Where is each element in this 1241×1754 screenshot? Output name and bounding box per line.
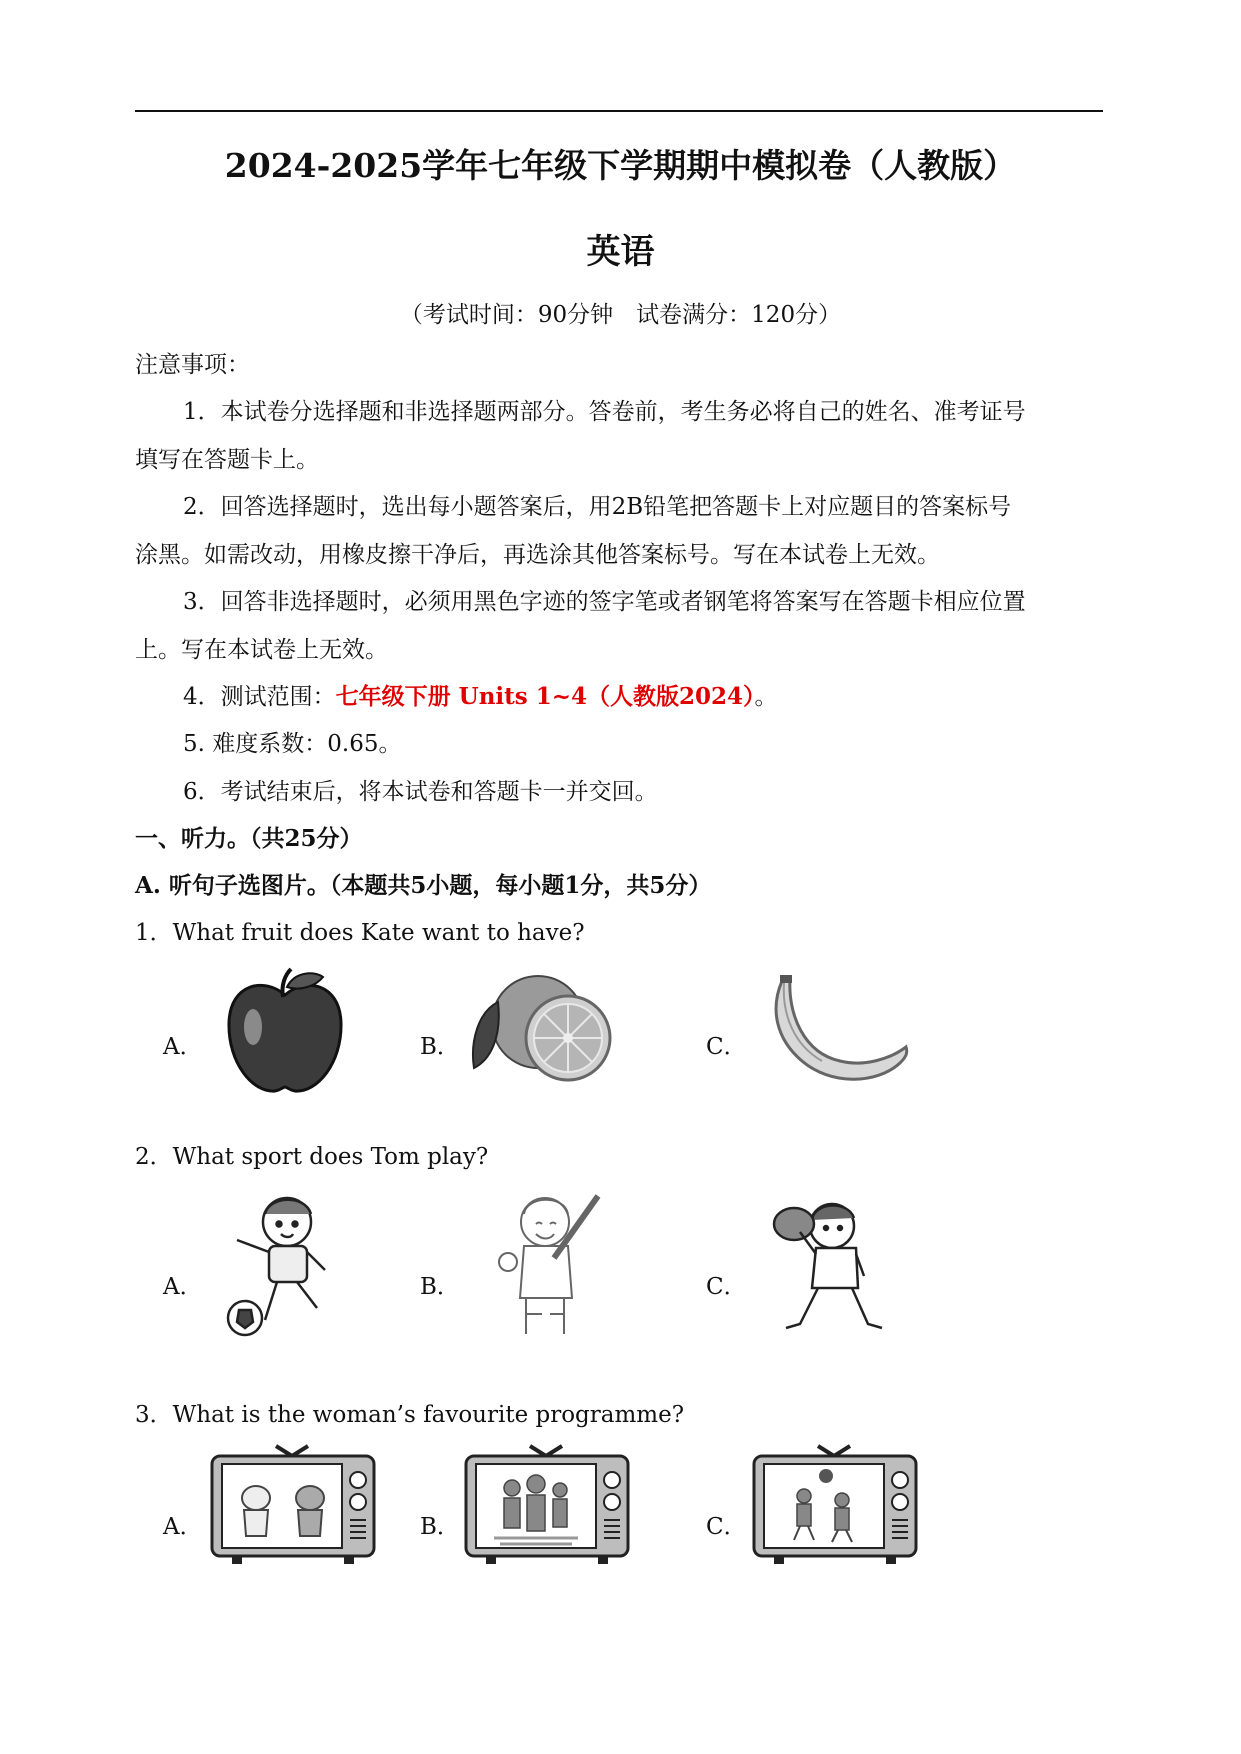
top-rule <box>135 110 1103 112</box>
test-scope: 七年级下册 Units 1~4（人教版2024） <box>335 683 755 710</box>
tv-family-icon <box>464 1440 630 1570</box>
notice-heading: 注意事项： <box>135 352 250 378</box>
notice-item-4 <box>183 678 778 711</box>
subject-title: 英语 <box>586 232 655 272</box>
q1-option-c: C． <box>706 1034 747 1060</box>
section-1-heading: 一、听力。（共25分） <box>135 825 363 852</box>
q2-option-a: A． <box>163 1274 203 1300</box>
notice-item-3-line2: 上。写在本试卷上无效。 <box>135 637 388 663</box>
notice-item-6: 6．考试结束后，将本试卷和答题卡一并交回。 <box>183 779 658 805</box>
exam-title: 2024-2025学年七年级下学期期中模拟卷（人教版） <box>224 146 1017 185</box>
boy-baseball-icon <box>490 1188 610 1340</box>
notice-item-1-line1: 1．本试卷分选择题和非选择题两部分。答卷前，考生务必将自己的姓名、准考证号 <box>183 399 1026 425</box>
q3-option-b: B． <box>420 1514 460 1540</box>
exam-info: （考试时间：90分钟 试卷满分：120分） <box>399 302 842 328</box>
notice-item-2-line1: 2．回答选择题时，选出每小题答案后，用2B铅笔把答题卡上对应题目的答案标号 <box>183 494 1012 520</box>
notice-item-2-line2: 涂黑。如需改动，用橡皮擦干净后，再选涂其他答案标号。写在本试卷上无效。 <box>135 542 940 568</box>
part-a-heading: A. 听句子选图片。（本题共5小题，每小题1分，共5分） <box>135 872 712 899</box>
apple-icon <box>225 965 345 1097</box>
question-3-stem: 3．What is the woman’s favourite programme? <box>135 1402 685 1428</box>
notice-item-3-line1: 3．回答非选择题时，必须用黑色字迹的签字笔或者钢笔将答案写在答题卡相应位置 <box>183 589 1026 615</box>
question-1-stem: 1．What fruit does Kate want to have? <box>135 920 585 946</box>
orange-icon <box>468 972 618 1084</box>
boy-volleyball-icon <box>760 1192 890 1337</box>
boy-soccer-icon <box>225 1190 345 1340</box>
notice-item-1-line2: 填写在答题卡上。 <box>135 447 319 473</box>
tv-sports-icon <box>752 1440 918 1570</box>
q2-option-b: B． <box>420 1274 460 1300</box>
banana-icon <box>760 975 910 1087</box>
notice-item-4-prefix: 4．测试范围： <box>183 684 336 710</box>
tv-cartoon-icon <box>210 1440 376 1570</box>
q3-option-c: C． <box>706 1514 747 1540</box>
q1-option-a: A． <box>163 1034 203 1060</box>
notice-item-4-suffix: 。 <box>754 684 778 710</box>
question-2-stem: 2．What sport does Tom play? <box>135 1144 489 1170</box>
q2-option-c: C． <box>706 1274 747 1300</box>
q3-option-a: A． <box>163 1514 203 1540</box>
q1-option-b: B． <box>420 1034 460 1060</box>
notice-item-5: 5. 难度系数：0.65。 <box>183 731 402 757</box>
